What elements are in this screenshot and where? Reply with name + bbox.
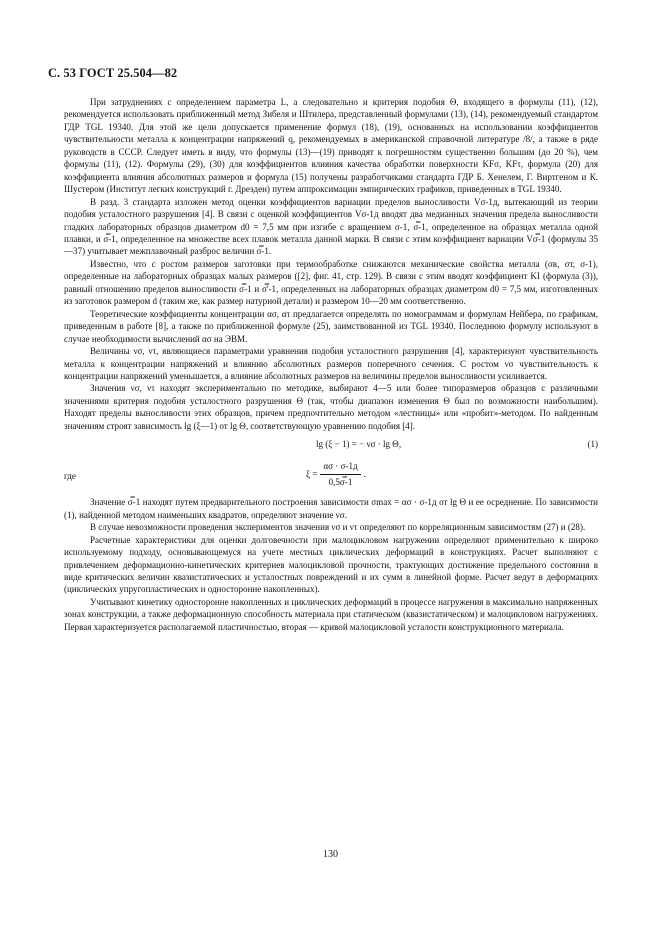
paragraph: Теоретические коэффициенты концентрации ασ, ατ предлагается определять по номограммам и формулам Нейбера, по графикам, приведенным в работе [8], а также по приближенной формуле (25), заимствованной из TGL 19340. Последнюю формулу используют в случае необходимости вычислений ασ на ЭВМ. <box>64 308 598 344</box>
formula-2-where: где <box>64 471 76 482</box>
formula-2 <box>64 460 598 494</box>
paragraph: Учитывают кинетику односторонне накопленных и циклических деформаций в процессе нагружения в максимально напряженных зонах конструкции, а также деформационную способность материала при статическом (квазистатическом) и малоцикловом нагружениях. Первая характеризуется располагаемой пластичностью, вторая — кривой малоцикловой усталости конструкционного материала. <box>64 596 598 632</box>
document-body <box>64 96 598 633</box>
paragraph: При затруднениях с определением параметра L, а следовательно и критерия подобия Θ, входящего в формулы (11), (12), рекомендуется использовать приближенный метод Зибеля и Штилера, представленный формулами (13), (14), рекомендуемый стандартом ГДР TGL 19340. Для этой же цели допускается применение формул (18), (19), основанных на использовании коэффициентов чувствительности металла к концентрации напряжений q, рекомендуемых в американской справочной литературе /8/, а также в ряде руководств в СССР. Следует иметь в виду, что формулы (13)—(19) приводят к погрешностям существенно большим (до 20 %), чем формулы (11), (12). Формулы (29), (30) для коэффициентов влияния качества обработки поверхности KFσ, KFτ, формула (20) для коэффициента влияния абсолютных размеров и формула (15) получены разработчиками стандарта ГДР Б. Хенелем, Г. Виртгеном и К. Шустером (Институт легких конструкций г. Дрезден) путем аппроксимации эмпирических графиков, приведенных в TGL 19340. <box>64 97 598 195</box>
formula-2-tail: . <box>363 468 366 479</box>
page-header: С. 53 ГОСТ 25.504—82 <box>48 66 178 80</box>
paragraph: Значения νσ, ντ находят экспериментально по методике, выбирают 4—5 или более типоразмеров образцов с различными значениями критерия подобия усталостного разрушения Θ (так, чтобы диапазон изменения Θ был по возможности наибольшим). Находят пределы выносливости этих образцов, причем предпочтительно методом «лестницы» или «пробит»-методом. По найденным значениям строят зависимость lg (ξ—1) от lg Θ, соответствующую уравнению подобия [4]. <box>64 383 598 431</box>
paragraph: Известно, что с ростом размеров заготовки при термообработке снижаются механические свойства металла (σв, σт, σ-1), определенные на лабораторных образцах малых размеров ([2], фиг. 41, стр. 129). В связи с этим вводят коэффициент KI (формула (3)), равный отношению пределов выносливости σ̿-1 и σ̿'-1, определенных на лабораторных образцах диаметром d0 = 7,5 мм, изготовленных из заготовок размером d (таким же, как размер натурной детали) и размером 10—20 мм соответственно. <box>64 258 598 307</box>
formula-2-denominator: 0,5σ̿-1 <box>328 476 353 487</box>
paragraph: Расчетные характеристики для оценки долговечности при малоцикловом нагружении определяют применительно к широко используемому подходу, основывающемуся на учете местных циклических деформаций в конструкциях. Расчет выполняют с привлечением деформационно-кинетических критериев малоцикловой прочности, трактующих достижение предельного состояния в виде критических величин квазистатических и усталостных повреждений и их сумм в линейной форме. Расчет ведут в деформациях (циклических упругопластических и односторонне накопленных). <box>64 534 598 595</box>
page-number: 130 <box>323 849 338 860</box>
paragraph: Значение σ̿-1 находят путем предварительного построения зависимости σmax = ασ · σ-1д от lg Θ и ее осреднение. По зависимости (1), найденной методом наименьших квадратов, определяют значение νσ. <box>64 497 598 520</box>
paragraph: В разд. 3 стандарта изложен метод оценки коэффициентов вариации пределов выносливости Vσ-1д, вытекающий из теории подобия усталостного разрушения [4]. В связи с оценкой коэффициентов Vσ-1д вводят два медианных значения предела выносливости гладких лабораторных образцов диаметром d0 = 7,5 мм при изгибе с вращением σ-1, σ̿-1, определенное на образцах металла одной плавки, и σ̿-1, определенное на множестве всех плавок металла данной марки. В связи с этим коэффициент вариации Vσ̿-1 (формулы 35—37) учитывает межплавочный разброс величин σ̿-1. <box>64 196 598 257</box>
formula-1-expression: lg (ξ − 1) = − νσ · lg Θ, <box>316 439 402 450</box>
formula-2-expression <box>306 460 366 488</box>
formula-2-numerator: ασ · σ-1д <box>320 460 360 474</box>
paragraph: Величины νσ, ντ, являющиеся параметрами уравнения подобия усталостного разрушения [4], характеризуют чувствительность металла к концентрации напряжений и влиянию абсолютных размеров поперечного сечения. С ростом νσ чувствительность к концентрации напряжений уменьшается, а влияние абсолютных размеров на величины пределов выносливости усиливается. <box>64 346 598 381</box>
paragraph: В случае невозможности проведения экспериментов значения νσ и ντ определяют по корреляционным зависимостям (27) и (28). <box>90 522 586 533</box>
formula-2-fraction <box>320 460 360 488</box>
formula-1 <box>64 438 598 460</box>
formula-1-number: (1) <box>587 439 598 450</box>
formula-2-lhs: ξ = <box>306 468 318 479</box>
